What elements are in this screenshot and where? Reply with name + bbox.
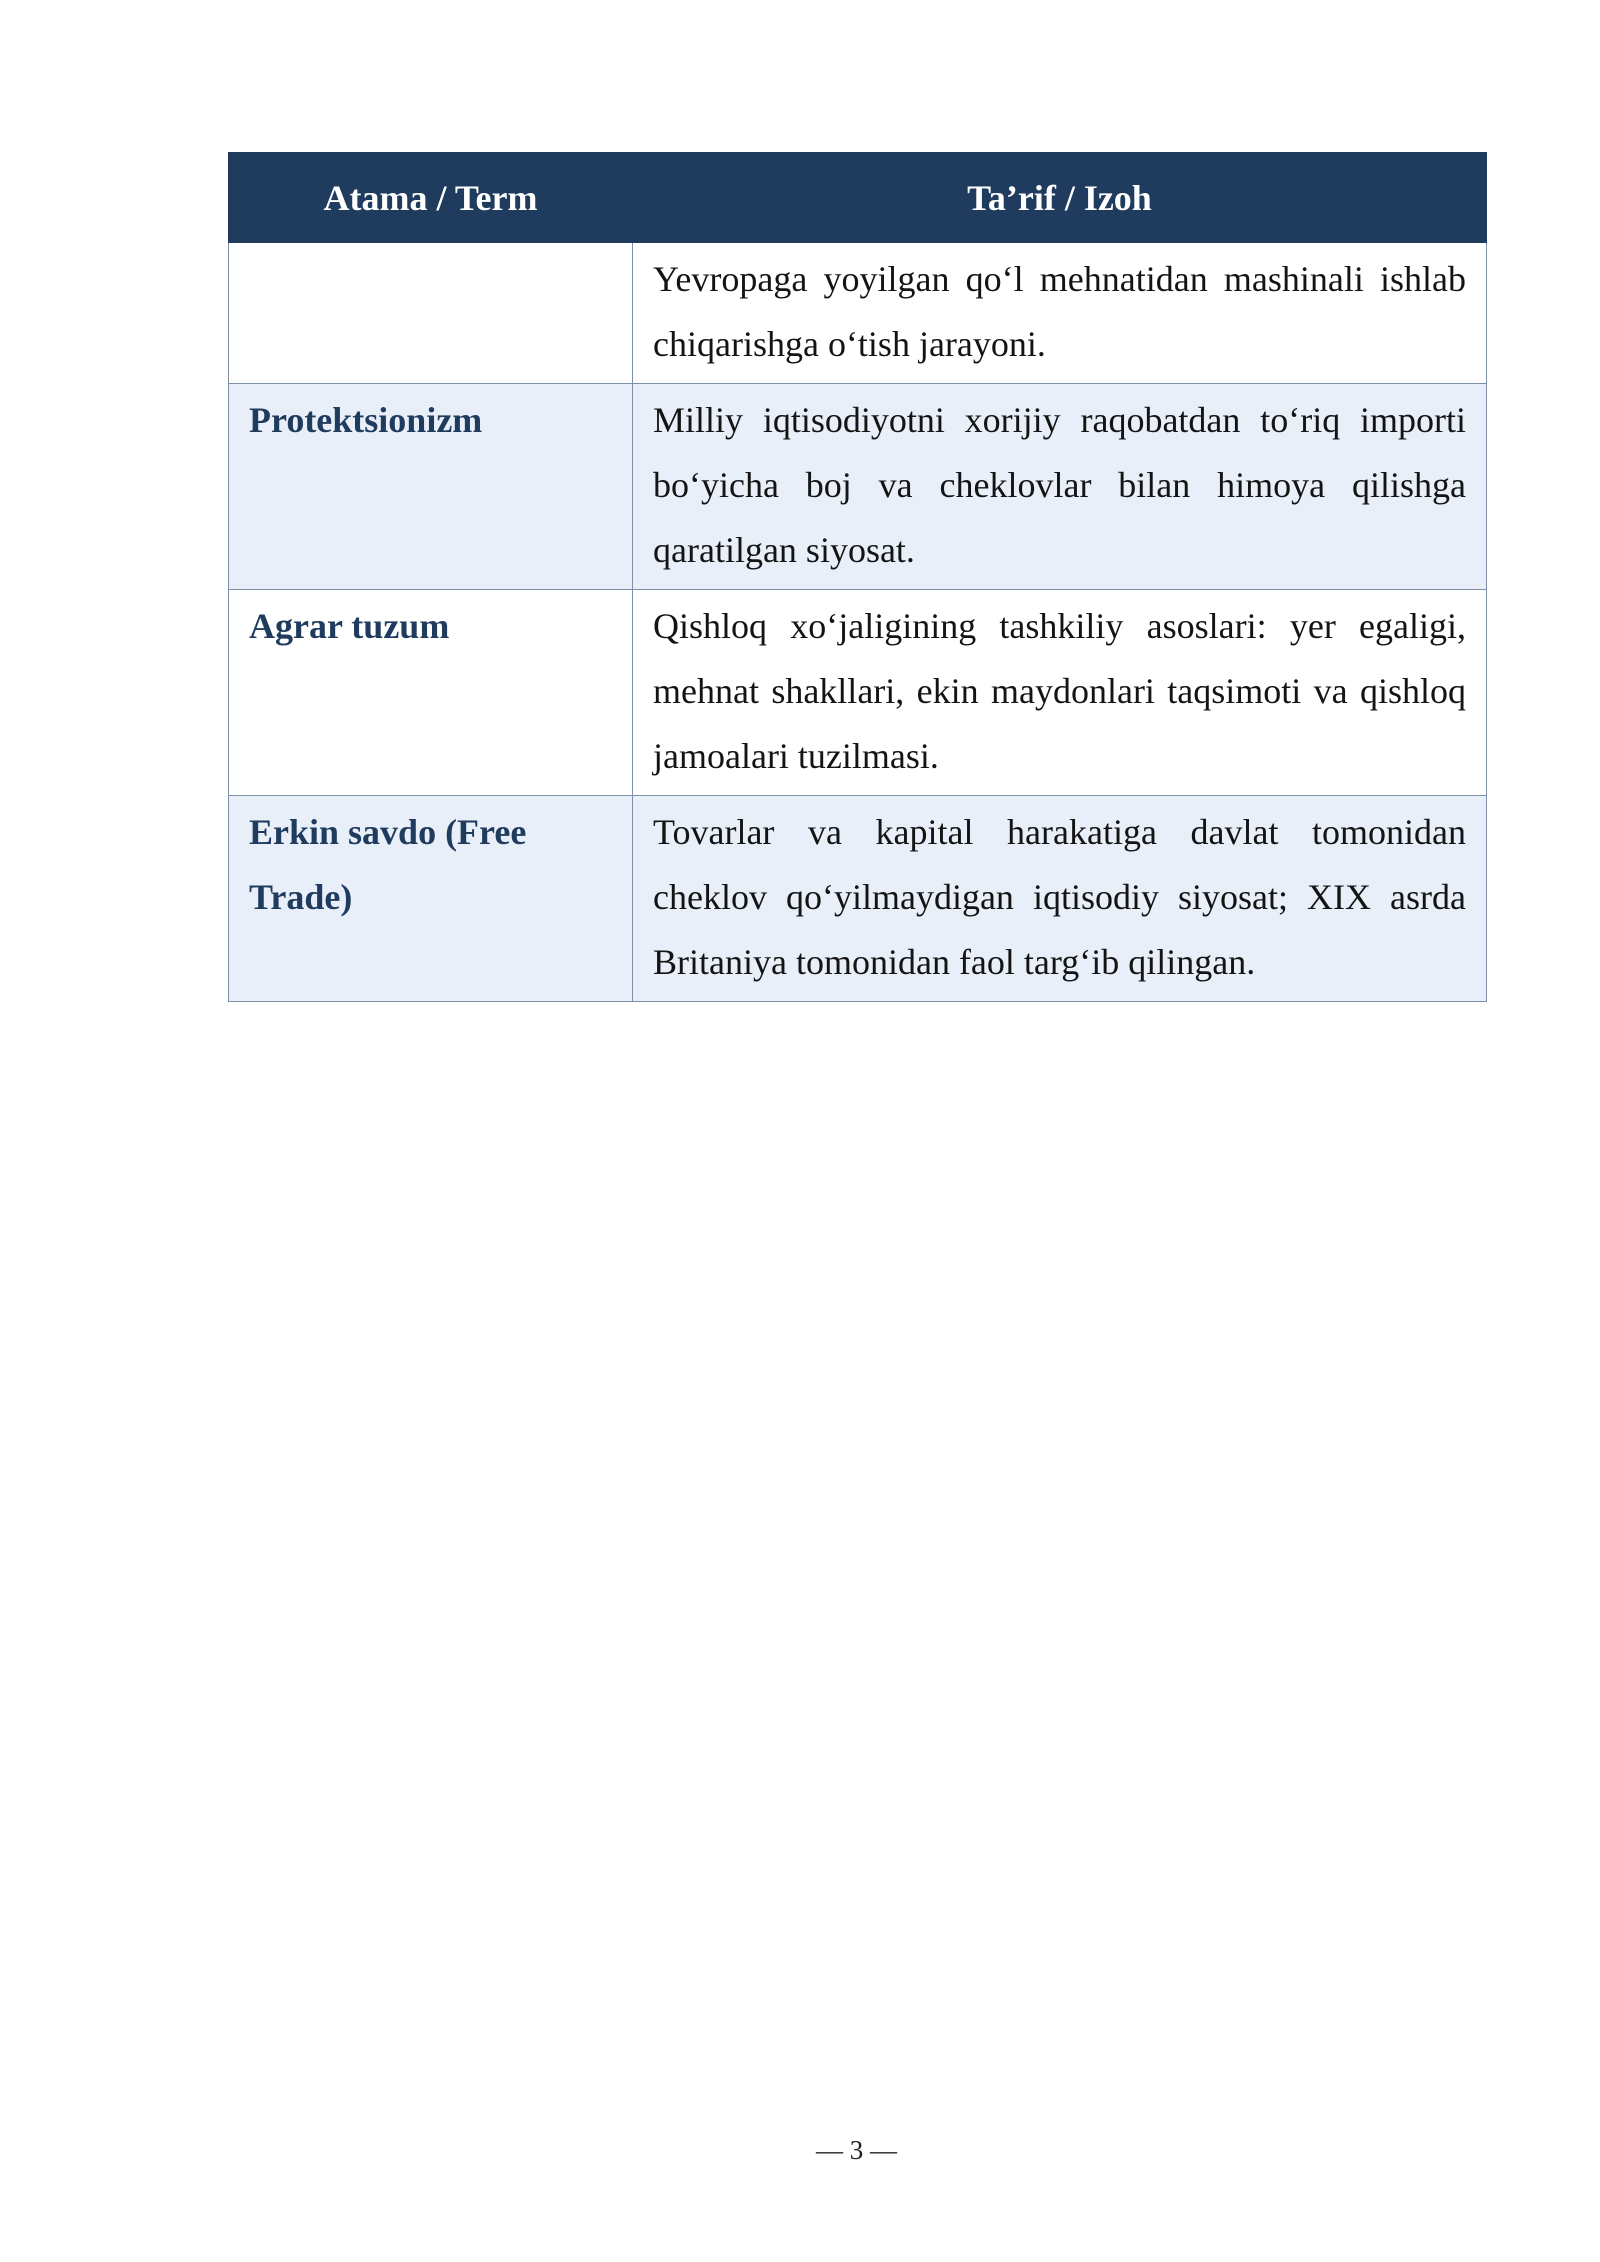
page-number: — 3 — xyxy=(816,2135,897,2165)
definition-cell: Yevropaga yoyilgan qo‘l mehnatidan mashinali ishlab chiqarishga o‘tish jarayoni. xyxy=(633,243,1487,384)
table-row xyxy=(229,384,1487,590)
term-cell: Agrar tuzum xyxy=(229,590,633,796)
term-cell xyxy=(229,243,633,384)
table-row xyxy=(229,796,1487,1002)
header-term: Atama / Term xyxy=(229,153,633,243)
definition-cell: Tovarlar va kapital harakatiga davlat tomonidan cheklov qo‘yilmaydigan iqtisodiy siyosat; XIX asrda Britaniya tomonidan faol targ‘ib qilingan. xyxy=(633,796,1487,1002)
table-row xyxy=(229,243,1487,384)
definition-cell: Milliy iqtisodiyotni xorijiy raqobatdan to‘riq importi bo‘yicha boj va cheklovlar bilan himoya qilishga qaratilgan siyosat. xyxy=(633,384,1487,590)
term-cell: Protektsionizm xyxy=(229,384,633,590)
term-cell: Erkin savdo (Free Trade) xyxy=(229,796,633,1002)
glossary-table xyxy=(228,152,1487,1002)
header-definition: Ta’rif / Izoh xyxy=(633,153,1487,243)
definition-cell: Qishloq xo‘jaligining tashkiliy asoslari: yer egaligi, mehnat shakllari, ekin maydonlari taqsimoti va qishloq jamoalari tuzilmasi. xyxy=(633,590,1487,796)
table-header-row xyxy=(229,153,1487,243)
table-row xyxy=(229,590,1487,796)
